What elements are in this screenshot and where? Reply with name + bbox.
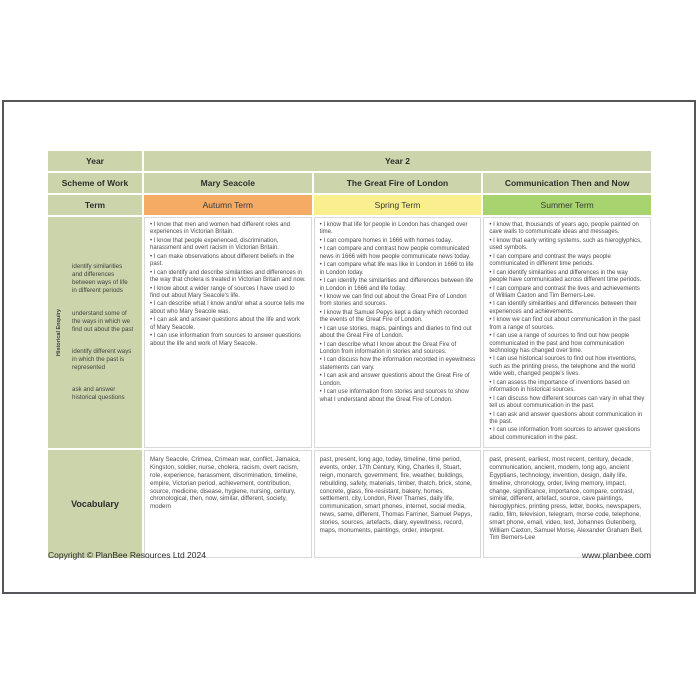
objective-bullet: • I can identify and describe similarities and differences in the way that cholera is treated in Victorian Britain and now. — [150, 270, 306, 285]
objective-bullet: • I can describe what I know and/or what a source tells me about who Mary Seacole was. — [150, 301, 306, 316]
objective-bullet: • I know that life for people in London has changed over time. — [320, 222, 476, 237]
enquiry-skill-item: understand some of the ways in which we find out about the past — [72, 309, 134, 333]
scheme-cell-mary-seacole: Mary Seacole — [144, 173, 312, 193]
objective-bullet: • I know that early writing systems, such as hieroglyphics, used symbols. — [489, 238, 645, 253]
scheme-row-label: Scheme of Work — [48, 173, 142, 193]
objective-bullet: • I know that, thousands of years ago, people painted on cave walls to communicate ideas and messages. — [489, 222, 645, 237]
objective-bullet: • I know about a wider range of sources I have used to find out about Mary Seacole's life. — [150, 286, 306, 301]
objective-bullet: • I can identify similarities and differences in the way people have communicated across different time periods. — [489, 270, 645, 285]
objective-bullet: • I can use a range of sources to find out how people communicated in the past and how communication technology has changed over time. — [489, 333, 645, 355]
historical-enquiry-strip — [48, 217, 70, 448]
objective-bullet: • I can assess the importance of inventions based on information in historical sources. — [489, 380, 645, 395]
objective-bullet: • I can ask and answer questions about communication in the past. — [489, 412, 645, 427]
objectives-cell-great-fire — [314, 217, 482, 448]
objective-bullet: • I can ask and answer questions about the Great Fire of London. — [320, 373, 476, 388]
historical-enquiry-label: Historical Enquiry — [56, 309, 62, 357]
objective-bullet: • I can use information from sources to answer questions about the life and work of Mary Seacole. — [150, 333, 306, 348]
objective-bullet: • I can use stories, maps, paintings and diaries to find out about the Great Fire of London. — [320, 326, 476, 341]
objective-bullet: • I can make observations about different beliefs in the past. — [150, 254, 306, 269]
page-footer — [48, 550, 651, 560]
objective-bullet: • I can compare homes in 1666 with homes today. — [320, 238, 476, 245]
objective-bullet: • I can ask and answer questions about the life and work of Mary Seacole. — [150, 317, 306, 332]
enquiry-skills-list — [70, 217, 142, 448]
historical-enquiry-cell — [48, 217, 142, 448]
objective-bullet: • I can use historical sources to find out how inventions, such as the printing press, the telephone and the world wide web, changed people's lives. — [489, 356, 645, 378]
objective-bullet: • I know that Samuel Pepys kept a diary which recorded the events of the Great Fire of London. — [320, 310, 476, 325]
objective-bullet: • I can use information from stories and sources to show what I understand about the Great Fire of London. — [320, 389, 476, 404]
vocabulary-cell-mary-seacole: Mary Seacole, Crimea, Crimean war, conflict, Jamaica, Kingston, soldier, nurse, cholera, racism, overt racism, role, experience, harassment, discrimination, timeline, empire, Victorian period, achievement, contribution, source, medicine, disease, hygiene, nursing, century, chronological, then, now, similar, different, society, modern — [144, 450, 312, 558]
vocabulary-row-label: Vocabulary — [48, 450, 142, 558]
enquiry-skill-item: identify similarities and differences between ways of life in different periods — [72, 263, 128, 295]
scheme-cell-great-fire: The Great Fire of London — [314, 173, 482, 193]
objective-bullet: • I know that men and women had different roles and experiences in Victorian Britain. — [150, 222, 306, 237]
objective-bullet: • I know we can find out about the Great Fire of London from stories and sources. — [320, 294, 476, 309]
scheme-cell-communication: Communication Then and Now — [483, 173, 651, 193]
scheme-of-work-table — [48, 151, 651, 558]
objective-bullet: • I know we can find out about communication in the past from a range of sources. — [489, 317, 645, 332]
objective-bullet: • I can compare what life was like in London in 1666 to life in London today. — [320, 262, 476, 277]
vocabulary-cell-great-fire: past, present, long ago, today, timeline, time period, events, order, 17th Century, King, Charles II, Stuart, reign, monarch, government, fire, weather, buildings, rebuilding, safety, materials, timber, thatch, brick, stone, concrete, glass, fire-resistant, bakery, homes, settlement, city, London, River Thames, daily life, communication, smart phones, internet, social media, news, same, different, Thomas Farriner, Samuel Pepys, stories, sources, artefacts, diary, eyewitness, record, maps, monuments, paintings, order, interpret. — [314, 450, 482, 558]
objectives-cell-communication — [483, 217, 651, 448]
term-cell-spring: Spring Term — [314, 195, 482, 215]
objective-bullet: • I can identify similarities and differences between their experiences and achievements. — [489, 301, 645, 316]
objectives-cell-mary-seacole — [144, 217, 312, 448]
website-text: www.planbee.com — [582, 550, 651, 560]
objective-bullet: • I can identify the similarities and differences between life in London in 1666 and life today. — [320, 278, 476, 293]
year-value-cell: Year 2 — [144, 151, 651, 171]
term-cell-autumn: Autumn Term — [144, 195, 312, 215]
objective-bullet: • I can use information from sources to answer questions about communication in the past. — [489, 427, 645, 442]
term-row-label: Term — [48, 195, 142, 215]
year-row-label: Year — [48, 151, 142, 171]
copyright-text: Copyright © PlanBee Resources Ltd 2024 — [48, 550, 206, 560]
enquiry-skill-item: ask and answer historical questions — [72, 385, 125, 401]
enquiry-skill-item: identify different ways in which the past is represented — [72, 347, 132, 371]
objective-bullet: • I can compare and contrast the lives and achievements of William Caxton and Tim Berners-Lee. — [489, 286, 645, 301]
term-cell-summer: Summer Term — [483, 195, 651, 215]
objective-bullet: • I can describe what I know about the Great Fire of London from information in stories and sources. — [320, 342, 476, 357]
objective-bullet: • I can compare and contrast the ways people communicated in different time periods. — [489, 254, 645, 269]
objective-bullet: • I can compare and contrast how people communicated news in 1666 with how people communicate news today. — [320, 246, 476, 261]
objective-bullet: • I can discuss how the information recorded in eyewitness statements can vary. — [320, 357, 476, 372]
vocabulary-cell-communication: past, present, earliest, most recent, century, decade, communication, ancient, modern, long ago, ancient Egyptians, technology, invention, design, daily life, timeline, chronology, order, living memory, impact, change, significance, importance, compare, contrast, similar, different, artefact, source, cave paintings, hieroglyphics, printing press, letter, books, newspapers, radio, film, television, telegram, morse code, telephone, smart phone, email, video, text, Johannes Gutenberg, William Caxton, Samuel Morse, Alexander Graham Bell, Tim Berners-Lee — [483, 450, 651, 558]
document-page — [2, 100, 696, 594]
objective-bullet: • I can discuss how different sources can vary in what they tell us about communication in the past. — [489, 396, 645, 411]
objective-bullet: • I know that people experienced, discrimination, harassment and overt racism in Victorian Britain. — [150, 238, 306, 253]
